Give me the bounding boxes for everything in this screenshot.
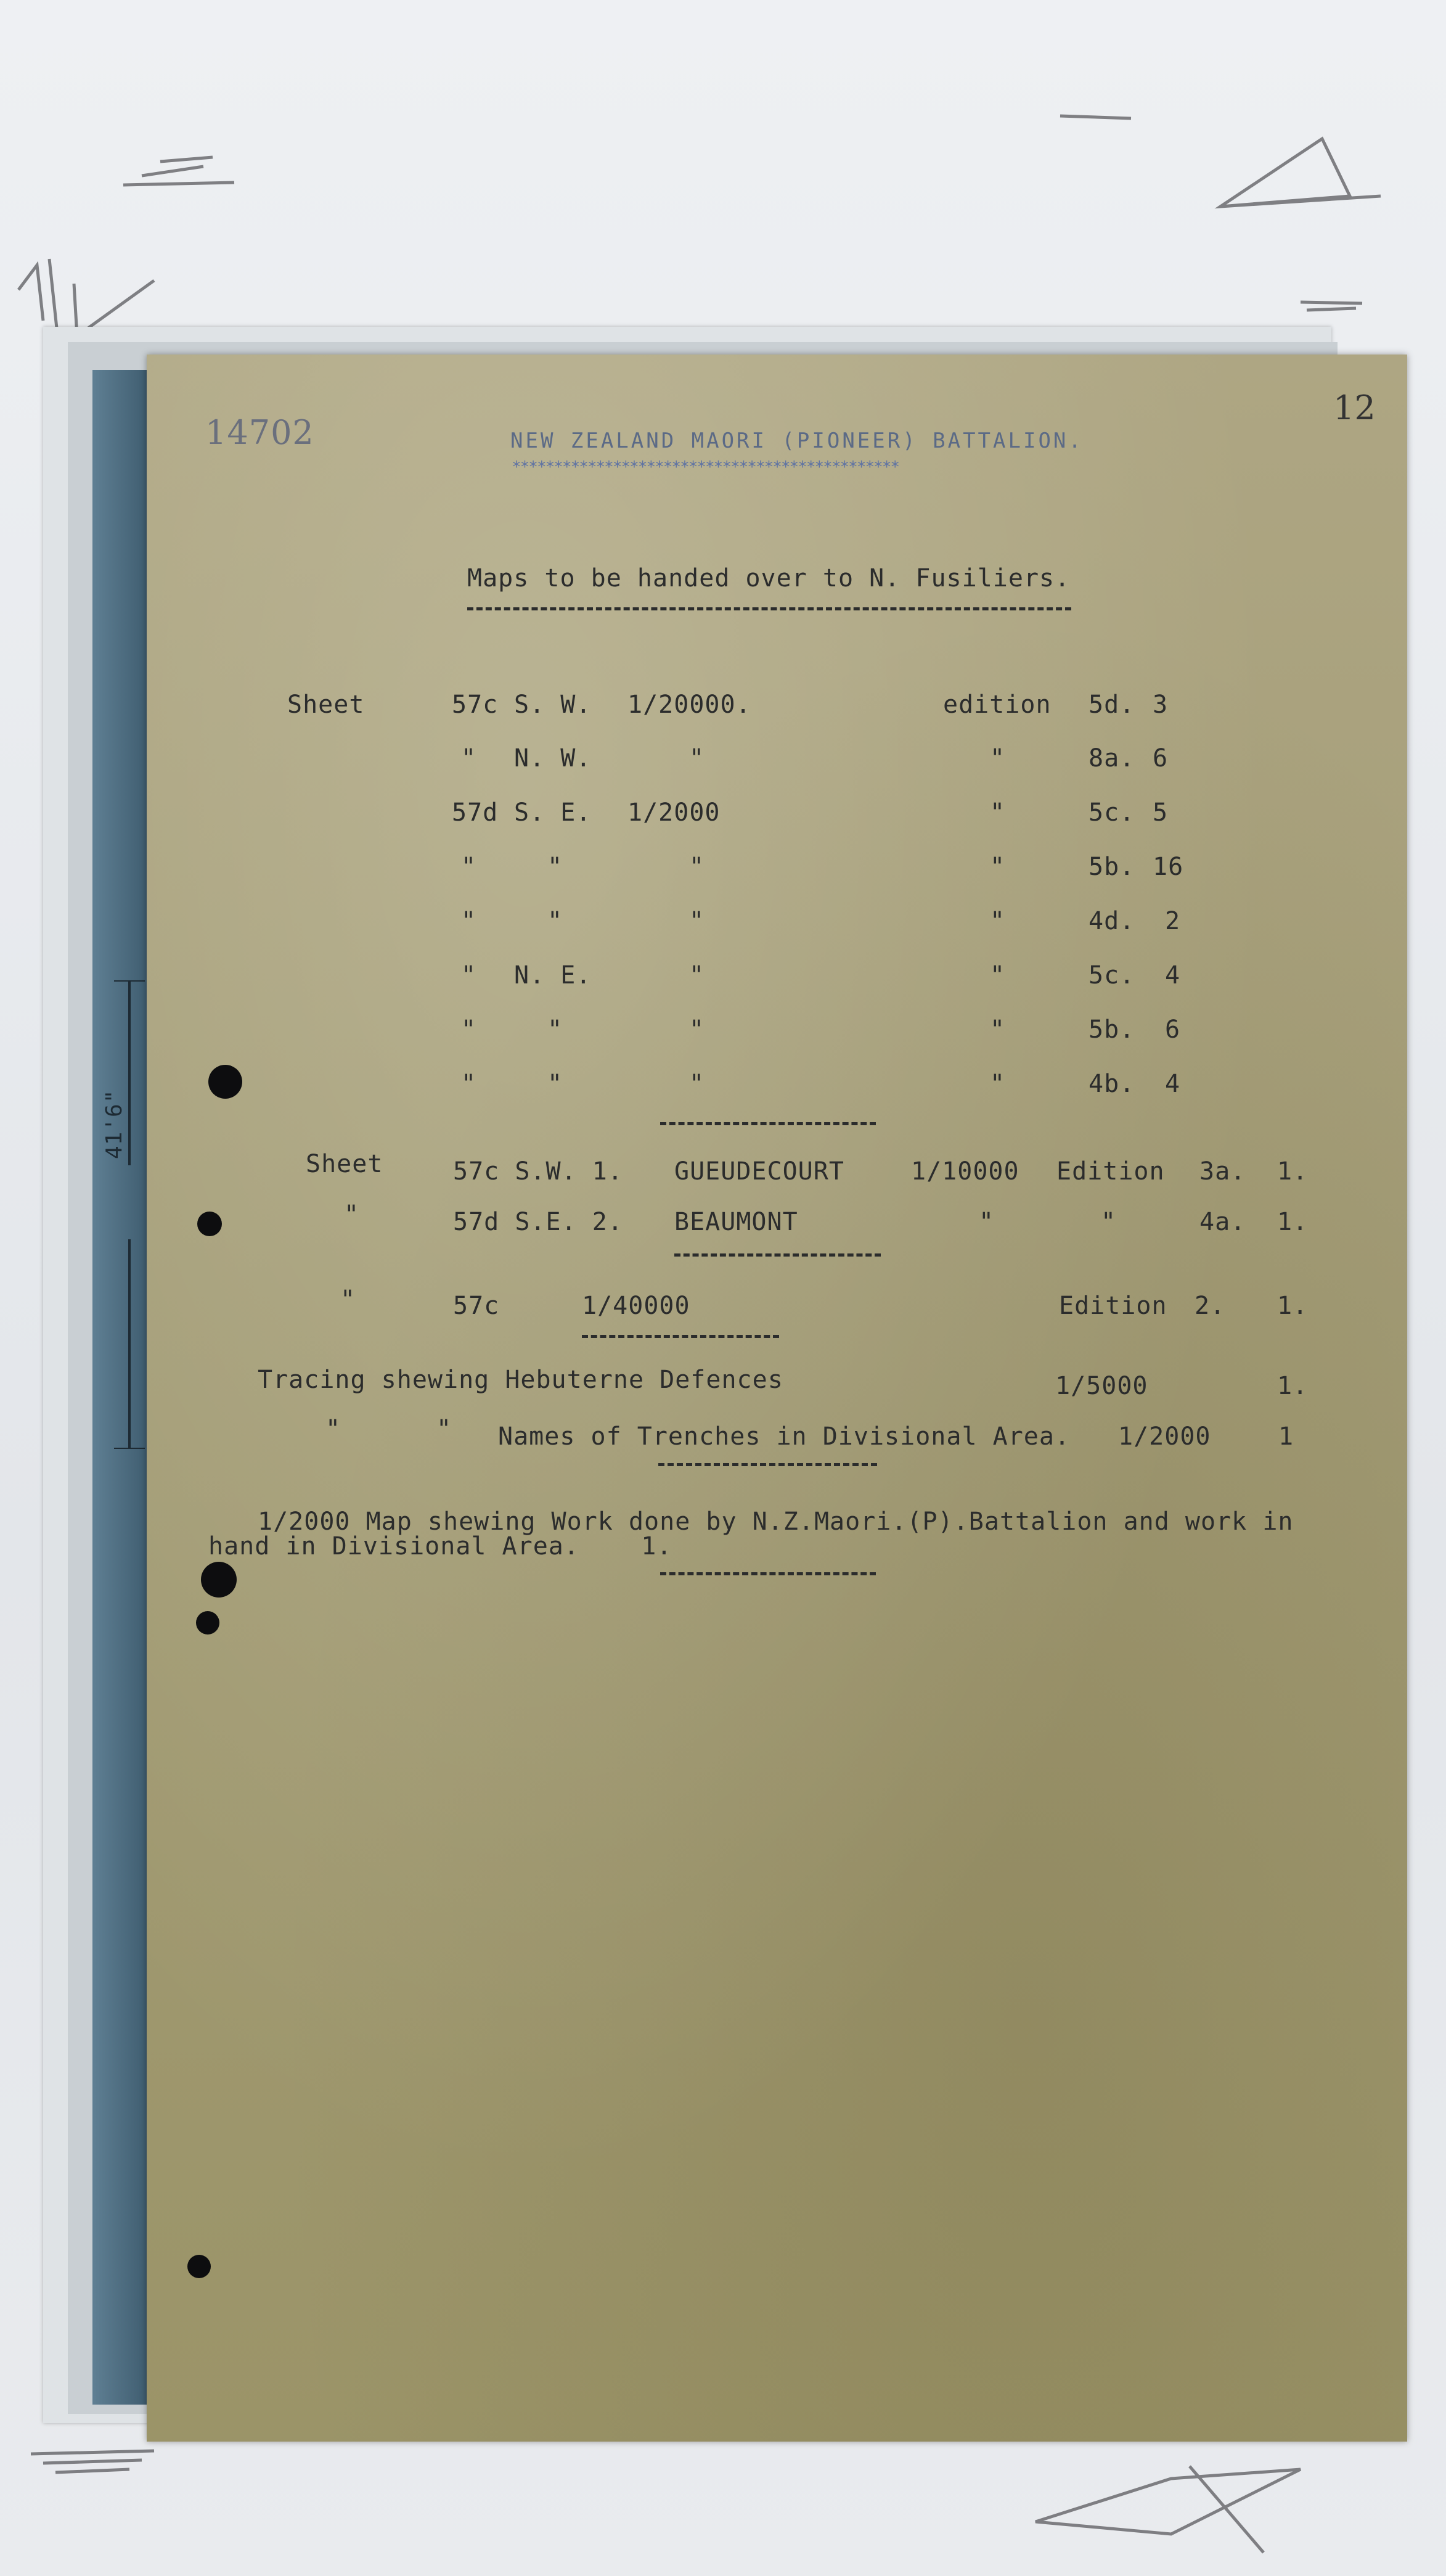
edition-number: 5c. bbox=[1089, 961, 1135, 990]
document-page bbox=[147, 355, 1407, 2442]
scale: " bbox=[979, 1208, 995, 1236]
scale: " bbox=[689, 907, 705, 935]
edition-number: 5c. bbox=[1089, 798, 1135, 827]
sheet-number: 57d S.E. 2. bbox=[453, 1208, 623, 1236]
edition-number: 2. bbox=[1195, 1292, 1226, 1320]
ref-number: 14702 bbox=[205, 413, 314, 452]
scale: " bbox=[689, 1070, 705, 1098]
sheet-number: " bbox=[461, 1015, 477, 1044]
margin-note: 41'6" bbox=[102, 1089, 127, 1159]
punch-hole bbox=[196, 1611, 219, 1635]
sheet-number: 57c S.W. 1. bbox=[453, 1157, 623, 1186]
sheet-number: " bbox=[461, 907, 477, 935]
sector: N. W. bbox=[514, 744, 592, 773]
scale: 1/2000 bbox=[627, 798, 721, 827]
quantity: 1. bbox=[1277, 1157, 1309, 1186]
pencil-scribble-bottom-left bbox=[31, 2451, 154, 2472]
edition-label: edition bbox=[943, 691, 1052, 719]
scale: 1/5000 bbox=[1055, 1372, 1148, 1400]
edition-number: 4d. bbox=[1089, 907, 1135, 935]
quantity: 1. bbox=[1277, 1292, 1309, 1320]
punch-hole bbox=[197, 1212, 222, 1236]
section-divider bbox=[658, 1463, 877, 1466]
edition-number: 5b. bbox=[1089, 1015, 1135, 1044]
paragraph-line-2: hand in Divisional Area. 1. bbox=[208, 1532, 672, 1561]
sector: " bbox=[547, 1015, 563, 1044]
scale: 1/20000. bbox=[627, 691, 751, 719]
edition-number: 5b. bbox=[1089, 853, 1135, 881]
quantity: 16 bbox=[1153, 853, 1184, 881]
edition-number: 4a. bbox=[1199, 1208, 1246, 1236]
title-underline bbox=[467, 607, 1071, 610]
quantity: 6 bbox=[1153, 744, 1169, 773]
row-label: " bbox=[340, 1286, 356, 1314]
ditto-mark: " bbox=[325, 1415, 341, 1443]
sector: " bbox=[547, 907, 563, 935]
map-name: BEAUMONT bbox=[674, 1208, 798, 1236]
pencil-triangle-bottom-right bbox=[1035, 2466, 1301, 2553]
edition-label: " bbox=[990, 1070, 1006, 1098]
scale: 1/10000 bbox=[911, 1157, 1019, 1186]
sheet-number: " bbox=[461, 1070, 477, 1098]
pencil-scribble-right bbox=[1301, 302, 1362, 310]
scale: " bbox=[689, 1015, 705, 1044]
row-label: " bbox=[344, 1200, 360, 1229]
edition-number: 5d. bbox=[1089, 691, 1135, 719]
punch-hole bbox=[201, 1562, 237, 1598]
edition-label: Edition bbox=[1059, 1292, 1167, 1320]
edition-label: " bbox=[990, 744, 1006, 773]
scale: 1/40000 bbox=[582, 1292, 690, 1320]
document-title: Maps to be handed over to N. Fusiliers. bbox=[467, 564, 1071, 593]
quantity: 5 bbox=[1153, 798, 1169, 827]
edition-label: " bbox=[990, 853, 1006, 881]
sector: S. E. bbox=[514, 798, 592, 827]
edition-label: " bbox=[990, 961, 1006, 990]
sheet-number: " bbox=[461, 744, 477, 773]
quantity: 4 bbox=[1165, 961, 1181, 990]
scale: " bbox=[689, 744, 705, 773]
section-divider bbox=[582, 1335, 779, 1338]
sheet-number: " bbox=[461, 961, 477, 990]
edition-label: " bbox=[990, 798, 1006, 827]
sector: " bbox=[547, 853, 563, 881]
scale: 1/2000 bbox=[1118, 1422, 1211, 1451]
quantity: 6 bbox=[1165, 1015, 1181, 1044]
row-label: Sheet bbox=[306, 1150, 383, 1178]
paragraph-line-1: 1/2000 Map shewing Work done by N.Z.Maori.(P).Battalion and work in bbox=[258, 1507, 1294, 1536]
scale: " bbox=[689, 853, 705, 881]
ditto-mark: " bbox=[436, 1415, 452, 1443]
edition-label: " bbox=[1101, 1208, 1117, 1236]
edition-number: 4b. bbox=[1089, 1070, 1135, 1098]
tracing-description: Tracing shewing Hebuterne Defences bbox=[258, 1366, 783, 1394]
pencil-scribble-top-left bbox=[123, 157, 234, 185]
pencil-dash-top bbox=[1060, 116, 1131, 118]
edition-number: 8a. bbox=[1089, 744, 1135, 773]
page-number: 12 bbox=[1333, 388, 1376, 427]
section-divider bbox=[660, 1122, 876, 1125]
edition-label: Edition bbox=[1056, 1157, 1165, 1186]
sector: S. W. bbox=[514, 691, 592, 719]
sheet-number: 57c bbox=[452, 691, 499, 719]
edition-label: " bbox=[990, 907, 1006, 935]
header-underline: ********************************************** bbox=[512, 458, 899, 477]
punch-hole bbox=[208, 1065, 242, 1099]
quantity: 3 bbox=[1153, 691, 1169, 719]
edition-label: " bbox=[990, 1015, 1006, 1044]
section-divider bbox=[660, 1572, 876, 1575]
sheet-number: 57c bbox=[453, 1292, 500, 1320]
edition-number: 3a. bbox=[1199, 1157, 1246, 1186]
quantity: 1 bbox=[1278, 1422, 1294, 1451]
sheet-number: " bbox=[461, 853, 477, 881]
map-name: GUEUDECOURT bbox=[674, 1157, 844, 1186]
scale: " bbox=[689, 961, 705, 990]
quantity: 2 bbox=[1165, 907, 1181, 935]
sector: N. E. bbox=[514, 961, 592, 990]
battalion-header: NEW ZEALAND MAORI (PIONEER) BATTALION. bbox=[510, 429, 1084, 453]
row-label: Sheet bbox=[287, 691, 365, 719]
sector: " bbox=[547, 1070, 563, 1098]
punch-hole bbox=[187, 2255, 211, 2278]
pencil-triangle-top-right bbox=[1220, 139, 1381, 207]
quantity: 1. bbox=[1277, 1208, 1309, 1236]
section-divider bbox=[674, 1253, 881, 1257]
sheet-number: 57d bbox=[452, 798, 499, 827]
quantity: 4 bbox=[1165, 1070, 1181, 1098]
quantity: 1. bbox=[1277, 1372, 1309, 1400]
tracing-description: Names of Trenches in Divisional Area. bbox=[498, 1422, 1071, 1451]
